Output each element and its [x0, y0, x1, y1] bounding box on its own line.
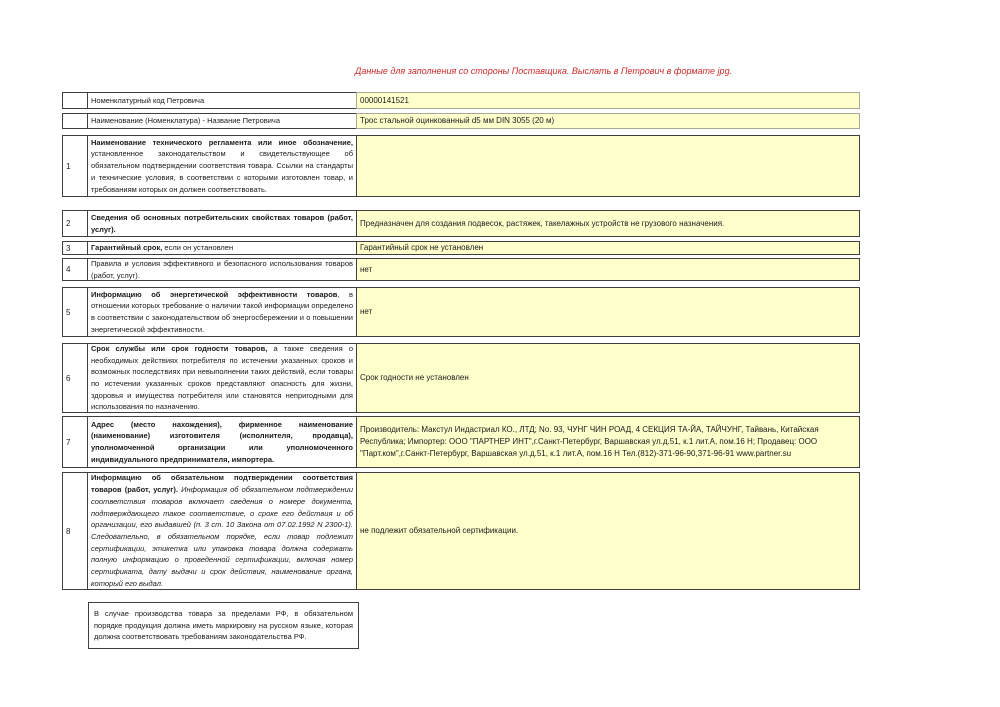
row-label-cell — [87, 258, 357, 281]
row-value-cell: не подлежит обязательной сертификации. — [356, 472, 860, 590]
row-label-text: Информацию об энергетической эффективности товаров, в отношении которых требование о наличии такой информации определено в соответствии с законодательством об энергосбережении и о повышении энергетической эффективности. — [91, 289, 353, 334]
row-value-cell: Срок годности не установлен — [356, 343, 860, 413]
row-number-cell: 6 — [62, 343, 88, 413]
row-label-text: Адрес (место нахождения), фирменное наименование (наименование) изготовителя (исполнителя, продавца), уполномоченной организации или уполномоченного индивидуального предпринимателя, импортера. — [91, 419, 353, 464]
row-label-text: Информацию об обязательном подтверждении соответствия товаров (работ, услуг). Информация об обязательном подтверждении соответствия товаров включает сведения о номере документа, подтверждающего такое соответствие, о сроке его действия и об организации, его выдавшей (п. 3 ст. 10 Закона от 07.02.1992 N 2300-1). Следовательно, в обязательном порядке, если товар подлежит сертификации, этикетка или упаковка товара должна содержать полную информацию о проведенной сертификации, включая номер сертификата, дату выдачи и срок действия, наименование органа, который его выдал. — [91, 473, 354, 588]
row-number-cell: 7 — [62, 416, 88, 468]
marking-requirement-note: В случае производства товара за пределами РФ, в обязательном порядке продукция должна иметь маркировку на русском языке, которая должна соответствовать требованиям законодательства РФ. — [88, 602, 359, 649]
row-value-cell: 00000141521 — [356, 92, 860, 109]
row-label-text: Наименование технического регламента или иное обозначение, установленное законодательством и свидетельствующее об обязательном подтверждении соответствия товара. Ссылки на стандарты и технические условия, в соответствии с которыми изготовлен товар, и требованиям которых он должен соответствовать. — [91, 137, 353, 194]
row-value-cell: нет — [356, 258, 860, 281]
row-number-cell: 5 — [62, 287, 88, 337]
row-value-cell: Гарантийный срок не установлен — [356, 241, 860, 255]
row-value-cell: Производитель: Макстул Индастриал КО., ЛТД; No. 93, ЧУНГ ЧИН РОАД, 4 СЕКЦИЯ ТА-ЙА, ТАЙЧУНГ, Тайвань, Китайская Республика; Импортер: ООО "ПАРТНЕР ИНТ",г.Санкт-Петербург, Варшавская ул.д.51, к.1 лит.А, пом.16 Н; Продавец: ООО "Парт.ком",г.Санкт-Петербург, Варшавская ул.д.51, к.1 лит.А, пом.16 Н Тел.(812)-371-96-90,371-96-91 www.partner.su — [356, 416, 860, 468]
table-row — [62, 472, 860, 590]
row-label-cell — [87, 241, 357, 255]
table-row — [62, 343, 860, 413]
row-number-cell: 8 — [62, 472, 88, 590]
table-row — [62, 135, 860, 197]
row-value-cell: Предназначен для создания подвесок, растяжек, такелажных устройств не грузового назначения. — [356, 210, 860, 237]
row-label-cell — [87, 416, 357, 468]
row-number-cell — [62, 92, 88, 109]
row-label-cell — [87, 92, 357, 109]
row-label-cell — [87, 210, 357, 237]
row-label-text: Правила и условия эффективного и безопасного использования товаров (работ, услуг). — [91, 258, 353, 280]
row-label-text: Сведения об основных потребительских свойствах товаров (работ, услуг). — [91, 212, 353, 234]
table-row — [62, 210, 860, 237]
row-label-cell — [87, 287, 357, 337]
row-number-cell — [62, 113, 88, 129]
row-label-cell — [87, 343, 357, 413]
row-label-text: Наименование (Номенклатура) - Название Петровича — [91, 116, 281, 126]
row-label-text: Номенклатурный код Петровича — [91, 95, 205, 105]
table-row — [62, 92, 860, 109]
row-label-text: Гарантийный срок, если он установлен — [91, 243, 234, 253]
table-row — [62, 416, 860, 468]
row-number-cell: 1 — [62, 135, 88, 197]
row-label-cell — [87, 472, 357, 590]
product-info-table — [62, 92, 860, 649]
table-rows — [62, 92, 860, 590]
table-row — [62, 258, 860, 281]
row-number-cell: 2 — [62, 210, 88, 237]
row-label-cell — [87, 135, 357, 197]
row-value-cell: Трос стальной оцинкованный d5 мм DIN 3055 (20 м) — [356, 113, 860, 129]
table-row — [62, 241, 860, 255]
row-label-text: Срок службы или срок годности товаров, а также сведения о необходимых действиях потребителя по истечении указанных сроков и возможных последствиях при невыполнении таких действий, если товары по истечении указанных сроков представляют опасность для жизни, здоровья и имущества потребителя или становятся непригодными для использования по назначению. — [91, 343, 353, 412]
row-number-cell: 4 — [62, 258, 88, 281]
row-value-cell — [356, 135, 860, 197]
row-value-cell: нет — [356, 287, 860, 337]
table-row — [62, 113, 860, 129]
row-number-cell: 3 — [62, 241, 88, 255]
row-label-cell — [87, 113, 357, 129]
table-row — [62, 287, 860, 337]
supplier-instruction-note: Данные для заполнения со стороны Поставщика. Выслать в Петрович в формате jpg. — [355, 66, 733, 76]
